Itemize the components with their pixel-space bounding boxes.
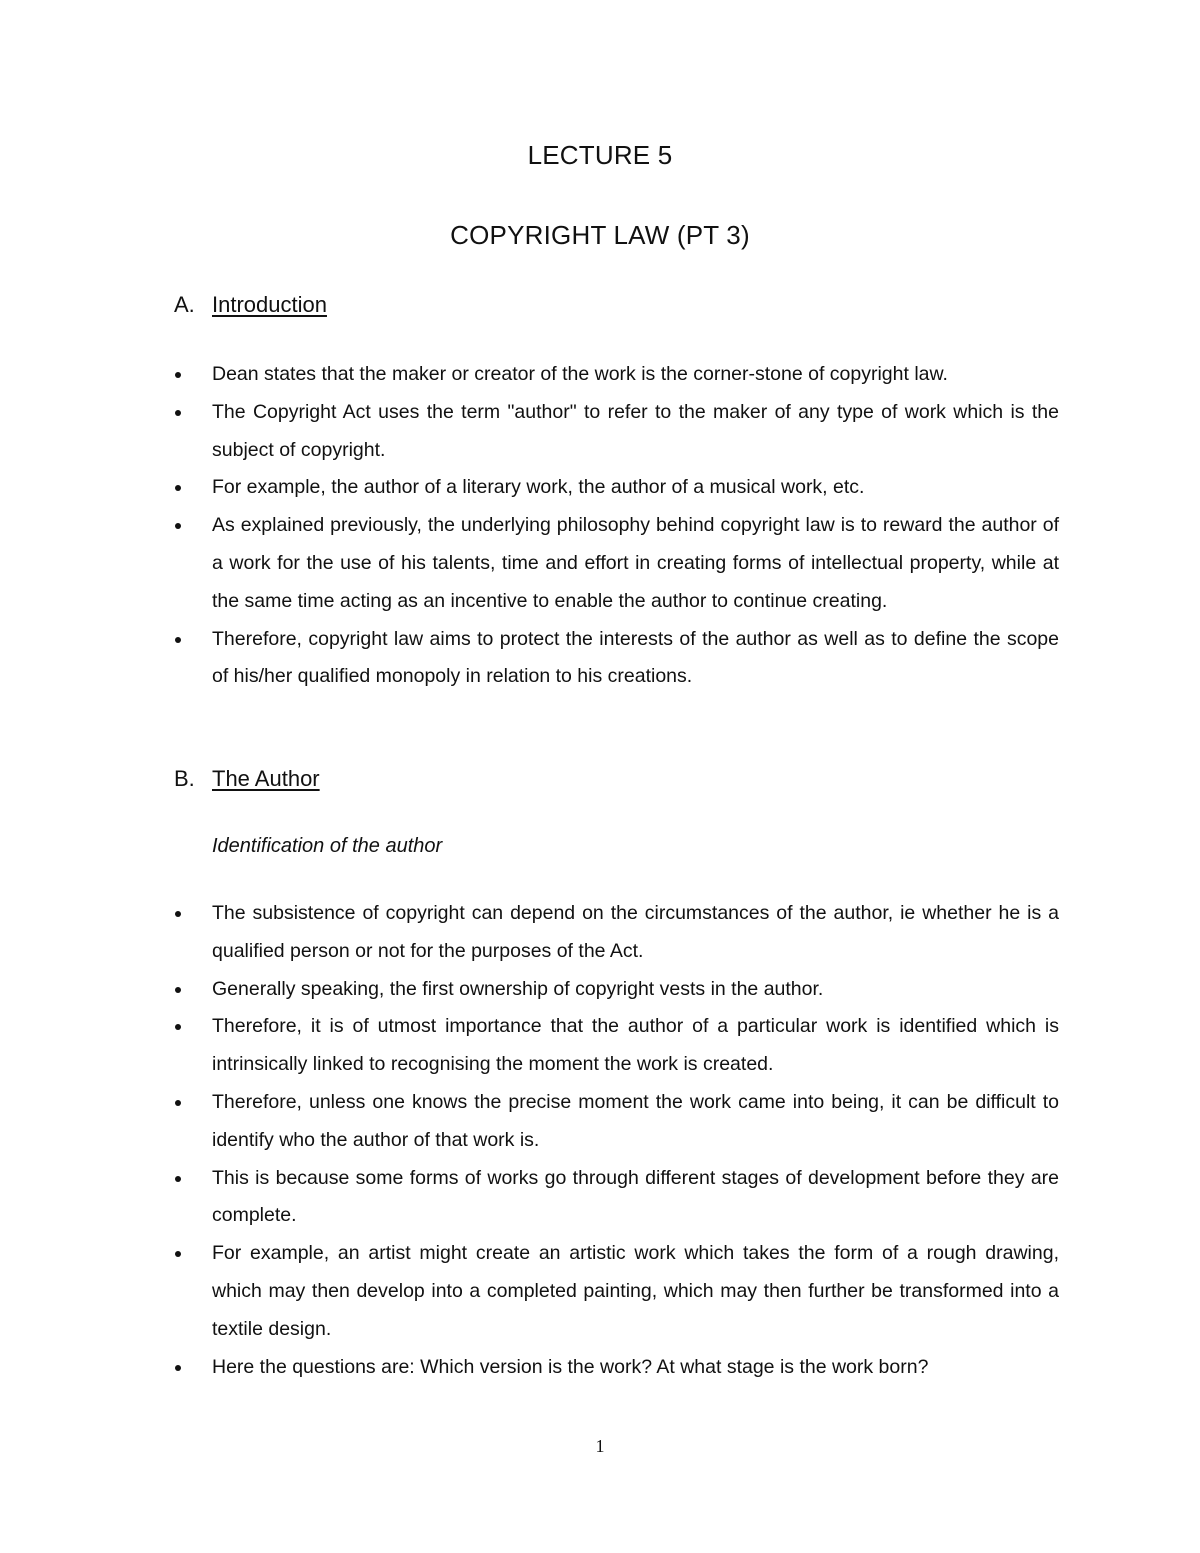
- bullet-text: For example, the author of a literary work, the author of a musical work, etc.: [212, 476, 865, 499]
- lecture-title: LECTURE 5: [527, 140, 673, 170]
- bullet-text: For example, an artist might create an artistic work which takes the form of a rough drawing, which may then develop into a completed painting, which may then further be transformed into a textile design.: [212, 1242, 1059, 1340]
- section-b-title: The Author: [212, 766, 320, 791]
- page-number: 1: [595, 1436, 605, 1456]
- bullet-text: Generally speaking, the first ownership of copyright vests in the author.: [212, 977, 824, 1000]
- section-a-letter: A.: [174, 292, 195, 317]
- list-item: [212, 1349, 1059, 1387]
- bullet-icon: [175, 1251, 181, 1257]
- bullet-icon: [175, 372, 181, 378]
- bullet-text: The Copyright Act uses the term "author" to refer to the maker of any type of work which is the subject of copyright.: [212, 400, 1059, 461]
- list-item: [212, 469, 1059, 507]
- list-item: [212, 356, 1059, 394]
- bullet-text: Therefore, copyright law aims to protect the interests of the author as well as to define the scope of his/her qualified monopoly in relation to his creations.: [212, 627, 1059, 688]
- section-b-bullet-list: [0, 895, 1200, 1386]
- bullet-text: Therefore, it is of utmost importance that the author of a particular work is identified which is intrinsically linked to recognising the moment the work is created.: [212, 1015, 1059, 1076]
- bullet-text: Dean states that the maker or creator of the work is the corner-stone of copyright law.: [212, 363, 948, 385]
- list-item: [212, 1235, 1059, 1348]
- section-a-heading: [174, 292, 327, 318]
- bullet-icon: [175, 1024, 181, 1030]
- bullet-text: This is because some forms of works go through different stages of development before they are complete.: [212, 1166, 1059, 1227]
- section-a-bullet-list: [0, 356, 1200, 696]
- bullet-icon: [175, 523, 181, 529]
- section-b-letter: B.: [174, 766, 195, 791]
- bullet-text: Here the questions are: Which version is the work? At what stage is the work born?: [212, 1355, 929, 1378]
- section-a-title: Introduction: [212, 292, 327, 317]
- subject-title: COPYRIGHT LAW (PT 3): [450, 220, 750, 250]
- list-item: [212, 621, 1059, 697]
- bullet-text: Therefore, unless one knows the precise moment the work came into being, it can be difficult to identify who the author of that work is.: [212, 1090, 1059, 1151]
- section-b-subheading: Identification of the author: [212, 835, 443, 857]
- bullet-text: As explained previously, the underlying philosophy behind copyright law is to reward the author of a work for the use of his talents, time and effort in creating forms of intellectual property, while at the same time acting as an incentive to enable the author to continue creating.: [212, 514, 1059, 612]
- list-item: [212, 971, 1059, 1009]
- bullet-icon: [175, 485, 181, 491]
- bullet-icon: [175, 1176, 181, 1182]
- list-item: [212, 507, 1059, 620]
- bullet-icon: [175, 987, 181, 993]
- list-item: [212, 895, 1059, 971]
- bullet-icon: [175, 410, 181, 416]
- list-item: [212, 1160, 1059, 1236]
- bullet-icon: [175, 911, 181, 917]
- bullet-text: The subsistence of copyright can depend on the circumstances of the author, ie whether he is a qualified person or not for the purposes of the Act.: [212, 902, 1059, 962]
- list-item: [212, 394, 1059, 470]
- bullet-icon: [175, 637, 181, 643]
- list-item: [212, 1008, 1059, 1084]
- list-item: [212, 1084, 1059, 1160]
- bullet-icon: [175, 1365, 181, 1371]
- section-b-heading: [174, 766, 320, 792]
- bullet-icon: [175, 1100, 181, 1106]
